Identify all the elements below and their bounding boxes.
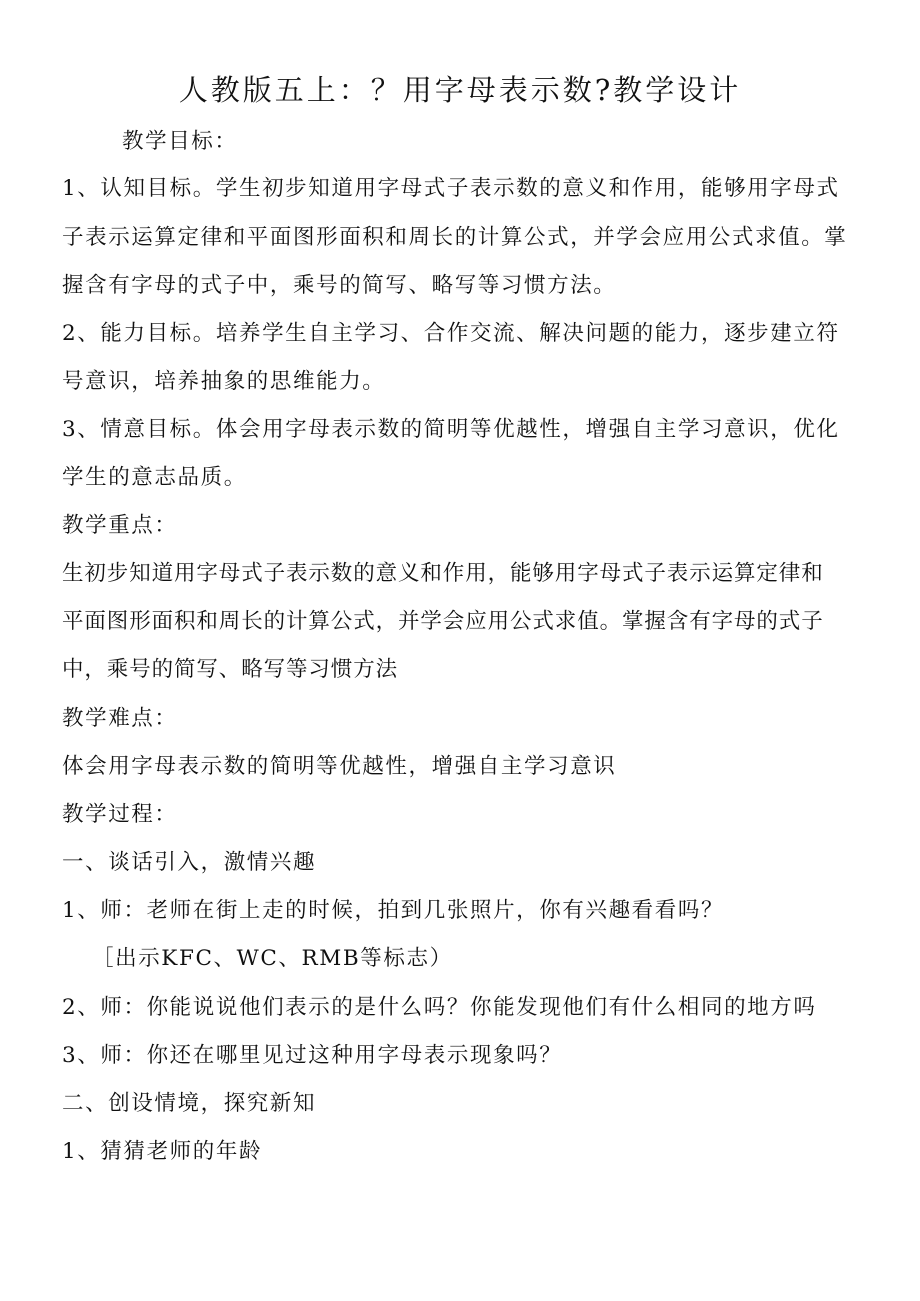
paragraph-line: 2、能力目标。培养学生自主学习、合作交流、解决问题的能力，逐步建立符 xyxy=(62,321,840,346)
subsection-heading: 二、创设情境，探究新知 xyxy=(62,1091,317,1116)
paragraph-line: ［出示KFC、WC、RMB等标志） xyxy=(92,946,453,971)
paragraph-line: 平面图形面积和周长的计算公式，并学会应用公式求值。掌握含有字母的式子 xyxy=(62,609,824,634)
paragraph-line: 1、认知目标。学生初步知道用字母式子表示数的意义和作用，能够用字母式 xyxy=(62,176,840,201)
section-heading-process: 教学过程： xyxy=(62,802,178,827)
paragraph-line: 1、猜猜老师的年龄 xyxy=(62,1139,263,1164)
paragraph-line: 号意识，培养抽象的思维能力。 xyxy=(62,369,386,394)
subsection-heading: 一、谈话引入，激情兴趣 xyxy=(62,850,317,875)
paragraph-line: 子表示运算定律和平面图形面积和周长的计算公式，并学会应用公式求值。掌 xyxy=(62,225,848,250)
section-heading-key-points: 教学重点： xyxy=(62,513,178,538)
paragraph-line: 3、师：你还在哪里见过这种用字母表示现象吗？ xyxy=(62,1043,563,1068)
paragraph-line: 握含有字母的式子中，乘号的简写、略写等习惯方法。 xyxy=(62,273,617,298)
document-title: 人教版五上：？用字母表示数?教学设计 xyxy=(178,73,742,107)
section-heading-difficulties: 教学难点： xyxy=(62,706,178,731)
paragraph-line: 中，乘号的简写、略写等习惯方法 xyxy=(62,657,399,682)
section-heading-objectives: 教学目标： xyxy=(122,129,238,154)
paragraph-line: 生初步知道用字母式子表示数的意义和作用，能够用字母式子表示运算定律和 xyxy=(62,561,824,586)
paragraph-line: 学生的意志品质。 xyxy=(62,465,247,490)
paragraph-line: 3、情意目标。体会用字母表示数的简明等优越性，增强自主学习意识，优化 xyxy=(62,417,840,442)
paragraph-line: 体会用字母表示数的简明等优越性，增强自主学习意识 xyxy=(62,754,617,779)
paragraph-line: 1、师：老师在街上走的时候，拍到几张照片，你有兴趣看看吗？ xyxy=(62,898,725,923)
paragraph-line: 2、师：你能说说他们表示的是什么吗？你能发现他们有什么相同的地方吗 xyxy=(62,995,817,1020)
